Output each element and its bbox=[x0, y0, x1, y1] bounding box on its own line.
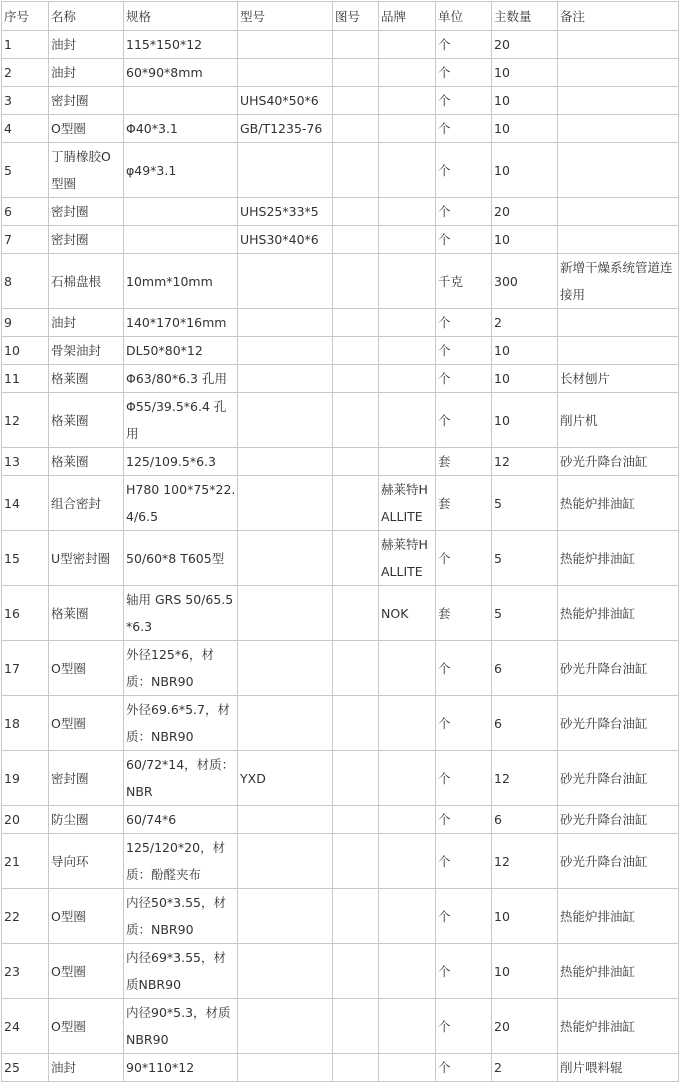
parts-table bbox=[1, 1, 679, 1082]
cell-model bbox=[238, 254, 333, 309]
cell-brand bbox=[379, 87, 436, 115]
cell-model bbox=[238, 365, 333, 393]
table-row bbox=[2, 889, 679, 944]
cell-note: 砂光升降台油缸 bbox=[558, 448, 679, 476]
cell-model bbox=[238, 143, 333, 198]
cell-no: 1 bbox=[2, 31, 49, 59]
cell-brand: 赫莱特HALLITE bbox=[379, 476, 436, 531]
cell-no: 7 bbox=[2, 226, 49, 254]
cell-note: 削片机 bbox=[558, 393, 679, 448]
cell-name: 石棉盘根 bbox=[49, 254, 124, 309]
cell-name: 丁腈橡胶O型圈 bbox=[49, 143, 124, 198]
cell-brand bbox=[379, 115, 436, 143]
cell-model bbox=[238, 641, 333, 696]
cell-spec: 内径90*5.3，材质NBR90 bbox=[124, 999, 238, 1054]
cell-name: 格莱圈 bbox=[49, 393, 124, 448]
cell-qty: 10 bbox=[492, 143, 558, 198]
cell-drawing bbox=[333, 31, 379, 59]
cell-brand bbox=[379, 889, 436, 944]
cell-spec: 外径69.6*5.7，材质：NBR90 bbox=[124, 696, 238, 751]
header-model: 型号 bbox=[238, 2, 333, 31]
cell-unit: 个 bbox=[436, 393, 492, 448]
cell-model bbox=[238, 531, 333, 586]
table-row bbox=[2, 59, 679, 87]
cell-qty: 10 bbox=[492, 944, 558, 999]
cell-model bbox=[238, 944, 333, 999]
header-spec: 规格 bbox=[124, 2, 238, 31]
cell-unit: 个 bbox=[436, 641, 492, 696]
cell-no: 4 bbox=[2, 115, 49, 143]
cell-name: 防尘圈 bbox=[49, 806, 124, 834]
cell-no: 13 bbox=[2, 448, 49, 476]
header-row bbox=[2, 2, 679, 31]
cell-spec: 内径69*3.55，材质NBR90 bbox=[124, 944, 238, 999]
cell-no: 17 bbox=[2, 641, 49, 696]
cell-unit: 个 bbox=[436, 834, 492, 889]
cell-no: 9 bbox=[2, 309, 49, 337]
cell-drawing bbox=[333, 337, 379, 365]
cell-drawing bbox=[333, 944, 379, 999]
cell-brand bbox=[379, 751, 436, 806]
cell-brand bbox=[379, 393, 436, 448]
table-row bbox=[2, 87, 679, 115]
table-row bbox=[2, 337, 679, 365]
cell-drawing bbox=[333, 115, 379, 143]
table-row bbox=[2, 751, 679, 806]
cell-name: 骨架油封 bbox=[49, 337, 124, 365]
cell-spec: 125/120*20，材质：酚醛夹布 bbox=[124, 834, 238, 889]
cell-note: 新增干燥系统管道连接用 bbox=[558, 254, 679, 309]
cell-unit: 个 bbox=[436, 806, 492, 834]
cell-drawing bbox=[333, 696, 379, 751]
cell-name: 密封圈 bbox=[49, 198, 124, 226]
cell-name: 导向环 bbox=[49, 834, 124, 889]
cell-name: 密封圈 bbox=[49, 87, 124, 115]
cell-drawing bbox=[333, 309, 379, 337]
cell-qty: 5 bbox=[492, 531, 558, 586]
cell-qty: 300 bbox=[492, 254, 558, 309]
cell-note: 热能炉排油缸 bbox=[558, 889, 679, 944]
cell-note bbox=[558, 115, 679, 143]
cell-unit: 个 bbox=[436, 59, 492, 87]
cell-qty: 20 bbox=[492, 999, 558, 1054]
cell-model bbox=[238, 476, 333, 531]
table-row bbox=[2, 198, 679, 226]
cell-qty: 10 bbox=[492, 226, 558, 254]
cell-drawing bbox=[333, 226, 379, 254]
cell-qty: 20 bbox=[492, 31, 558, 59]
header-name: 名称 bbox=[49, 2, 124, 31]
cell-note: 长材刨片 bbox=[558, 365, 679, 393]
cell-spec: 60/74*6 bbox=[124, 806, 238, 834]
cell-unit: 个 bbox=[436, 115, 492, 143]
cell-no: 14 bbox=[2, 476, 49, 531]
cell-note: 砂光升降台油缸 bbox=[558, 696, 679, 751]
cell-no: 15 bbox=[2, 531, 49, 586]
cell-no: 3 bbox=[2, 87, 49, 115]
cell-name: 油封 bbox=[49, 1054, 124, 1082]
cell-brand bbox=[379, 309, 436, 337]
cell-spec: 轴用 GRS 50/65.5*6.3 bbox=[124, 586, 238, 641]
cell-qty: 2 bbox=[492, 1054, 558, 1082]
cell-drawing bbox=[333, 834, 379, 889]
cell-unit: 个 bbox=[436, 226, 492, 254]
cell-qty: 2 bbox=[492, 309, 558, 337]
cell-brand bbox=[379, 365, 436, 393]
table-row bbox=[2, 309, 679, 337]
cell-model bbox=[238, 31, 333, 59]
cell-note: 热能炉排油缸 bbox=[558, 999, 679, 1054]
cell-drawing bbox=[333, 254, 379, 309]
cell-spec: 外径125*6，材质：NBR90 bbox=[124, 641, 238, 696]
cell-name: 油封 bbox=[49, 309, 124, 337]
table-row bbox=[2, 586, 679, 641]
table-row bbox=[2, 448, 679, 476]
cell-brand bbox=[379, 143, 436, 198]
cell-no: 21 bbox=[2, 834, 49, 889]
cell-no: 18 bbox=[2, 696, 49, 751]
cell-note bbox=[558, 337, 679, 365]
cell-no: 20 bbox=[2, 806, 49, 834]
cell-brand bbox=[379, 696, 436, 751]
cell-note: 热能炉排油缸 bbox=[558, 531, 679, 586]
cell-unit: 套 bbox=[436, 448, 492, 476]
cell-qty: 12 bbox=[492, 834, 558, 889]
cell-brand: 赫莱特HALLITE bbox=[379, 531, 436, 586]
cell-no: 10 bbox=[2, 337, 49, 365]
cell-spec: 115*150*12 bbox=[124, 31, 238, 59]
cell-note bbox=[558, 226, 679, 254]
cell-brand bbox=[379, 31, 436, 59]
cell-brand bbox=[379, 254, 436, 309]
cell-note bbox=[558, 87, 679, 115]
cell-brand bbox=[379, 834, 436, 889]
cell-unit: 套 bbox=[436, 476, 492, 531]
cell-note: 削片喂料辊 bbox=[558, 1054, 679, 1082]
cell-spec: 60/72*14，材质：NBR bbox=[124, 751, 238, 806]
cell-qty: 10 bbox=[492, 59, 558, 87]
cell-note bbox=[558, 198, 679, 226]
table-row bbox=[2, 806, 679, 834]
cell-drawing bbox=[333, 751, 379, 806]
cell-drawing bbox=[333, 59, 379, 87]
cell-note: 砂光升降台油缸 bbox=[558, 834, 679, 889]
cell-spec bbox=[124, 198, 238, 226]
cell-unit: 个 bbox=[436, 889, 492, 944]
cell-note bbox=[558, 143, 679, 198]
cell-note: 热能炉排油缸 bbox=[558, 944, 679, 999]
cell-note: 砂光升降台油缸 bbox=[558, 751, 679, 806]
cell-qty: 10 bbox=[492, 115, 558, 143]
cell-qty: 10 bbox=[492, 337, 558, 365]
cell-model bbox=[238, 999, 333, 1054]
cell-spec: φ49*3.1 bbox=[124, 143, 238, 198]
cell-model: GB/T1235-76 bbox=[238, 115, 333, 143]
cell-unit: 个 bbox=[436, 31, 492, 59]
cell-qty: 20 bbox=[492, 198, 558, 226]
cell-brand bbox=[379, 226, 436, 254]
cell-note: 砂光升降台油缸 bbox=[558, 641, 679, 696]
cell-note bbox=[558, 59, 679, 87]
cell-spec: DL50*80*12 bbox=[124, 337, 238, 365]
cell-drawing bbox=[333, 198, 379, 226]
cell-qty: 10 bbox=[492, 889, 558, 944]
cell-spec bbox=[124, 226, 238, 254]
cell-name: O型圈 bbox=[49, 696, 124, 751]
table-row bbox=[2, 365, 679, 393]
cell-note: 砂光升降台油缸 bbox=[558, 806, 679, 834]
cell-qty: 10 bbox=[492, 393, 558, 448]
cell-spec: 140*170*16mm bbox=[124, 309, 238, 337]
cell-qty: 5 bbox=[492, 586, 558, 641]
cell-brand bbox=[379, 198, 436, 226]
cell-brand bbox=[379, 448, 436, 476]
cell-unit: 千克 bbox=[436, 254, 492, 309]
cell-drawing bbox=[333, 393, 379, 448]
cell-model bbox=[238, 806, 333, 834]
table-row bbox=[2, 999, 679, 1054]
cell-model: UHS40*50*6 bbox=[238, 87, 333, 115]
cell-spec: 50/60*8 T605型 bbox=[124, 531, 238, 586]
cell-name: U型密封圈 bbox=[49, 531, 124, 586]
header-qty: 主数量 bbox=[492, 2, 558, 31]
table-row bbox=[2, 254, 679, 309]
cell-unit: 个 bbox=[436, 1054, 492, 1082]
cell-model bbox=[238, 448, 333, 476]
cell-qty: 12 bbox=[492, 751, 558, 806]
cell-model: UHS25*33*5 bbox=[238, 198, 333, 226]
cell-no: 12 bbox=[2, 393, 49, 448]
cell-no: 22 bbox=[2, 889, 49, 944]
cell-qty: 5 bbox=[492, 476, 558, 531]
cell-name: 格莱圈 bbox=[49, 365, 124, 393]
cell-model bbox=[238, 889, 333, 944]
cell-unit: 个 bbox=[436, 198, 492, 226]
cell-drawing bbox=[333, 586, 379, 641]
cell-drawing bbox=[333, 999, 379, 1054]
cell-brand: NOK bbox=[379, 586, 436, 641]
cell-brand bbox=[379, 944, 436, 999]
table-row bbox=[2, 31, 679, 59]
cell-model bbox=[238, 696, 333, 751]
cell-spec: 90*110*12 bbox=[124, 1054, 238, 1082]
table-row bbox=[2, 115, 679, 143]
header-unit: 单位 bbox=[436, 2, 492, 31]
cell-qty: 10 bbox=[492, 87, 558, 115]
cell-qty: 12 bbox=[492, 448, 558, 476]
cell-drawing bbox=[333, 641, 379, 696]
cell-note: 热能炉排油缸 bbox=[558, 476, 679, 531]
cell-spec bbox=[124, 87, 238, 115]
cell-no: 23 bbox=[2, 944, 49, 999]
cell-spec: Φ55/39.5*6.4 孔用 bbox=[124, 393, 238, 448]
cell-name: O型圈 bbox=[49, 944, 124, 999]
cell-name: O型圈 bbox=[49, 641, 124, 696]
cell-name: 油封 bbox=[49, 31, 124, 59]
cell-unit: 个 bbox=[436, 337, 492, 365]
header-note: 备注 bbox=[558, 2, 679, 31]
cell-name: 格莱圈 bbox=[49, 586, 124, 641]
cell-qty: 10 bbox=[492, 365, 558, 393]
cell-qty: 6 bbox=[492, 641, 558, 696]
cell-no: 5 bbox=[2, 143, 49, 198]
cell-no: 2 bbox=[2, 59, 49, 87]
cell-drawing bbox=[333, 143, 379, 198]
cell-spec: 10mm*10mm bbox=[124, 254, 238, 309]
cell-drawing bbox=[333, 476, 379, 531]
cell-brand bbox=[379, 59, 436, 87]
cell-name: 密封圈 bbox=[49, 226, 124, 254]
cell-unit: 个 bbox=[436, 999, 492, 1054]
cell-name: O型圈 bbox=[49, 999, 124, 1054]
cell-no: 16 bbox=[2, 586, 49, 641]
cell-drawing bbox=[333, 806, 379, 834]
cell-drawing bbox=[333, 889, 379, 944]
table-row bbox=[2, 696, 679, 751]
cell-name: 组合密封 bbox=[49, 476, 124, 531]
cell-name: 密封圈 bbox=[49, 751, 124, 806]
cell-spec: 125/109.5*6.3 bbox=[124, 448, 238, 476]
cell-qty: 6 bbox=[492, 806, 558, 834]
cell-unit: 个 bbox=[436, 365, 492, 393]
header-no: 序号 bbox=[2, 2, 49, 31]
cell-model bbox=[238, 834, 333, 889]
cell-unit: 个 bbox=[436, 944, 492, 999]
cell-spec: Φ40*3.1 bbox=[124, 115, 238, 143]
header-drawing: 图号 bbox=[333, 2, 379, 31]
cell-name: 油封 bbox=[49, 59, 124, 87]
cell-spec: 内径50*3.55，材质：NBR90 bbox=[124, 889, 238, 944]
cell-qty: 6 bbox=[492, 696, 558, 751]
cell-note bbox=[558, 309, 679, 337]
cell-no: 24 bbox=[2, 999, 49, 1054]
cell-no: 8 bbox=[2, 254, 49, 309]
cell-unit: 个 bbox=[436, 87, 492, 115]
cell-drawing bbox=[333, 365, 379, 393]
cell-brand bbox=[379, 337, 436, 365]
table-row bbox=[2, 641, 679, 696]
cell-unit: 个 bbox=[436, 751, 492, 806]
cell-unit: 套 bbox=[436, 586, 492, 641]
cell-name: O型圈 bbox=[49, 115, 124, 143]
table-row bbox=[2, 944, 679, 999]
cell-brand bbox=[379, 999, 436, 1054]
cell-no: 6 bbox=[2, 198, 49, 226]
cell-name: O型圈 bbox=[49, 889, 124, 944]
cell-name: 格莱圈 bbox=[49, 448, 124, 476]
cell-spec: Φ63/80*6.3 孔用 bbox=[124, 365, 238, 393]
cell-model: UHS30*40*6 bbox=[238, 226, 333, 254]
cell-spec: H780 100*75*22.4/6.5 bbox=[124, 476, 238, 531]
cell-no: 11 bbox=[2, 365, 49, 393]
cell-drawing bbox=[333, 531, 379, 586]
table-row bbox=[2, 393, 679, 448]
cell-model bbox=[238, 393, 333, 448]
table-row bbox=[2, 476, 679, 531]
cell-no: 25 bbox=[2, 1054, 49, 1082]
cell-drawing bbox=[333, 87, 379, 115]
cell-drawing bbox=[333, 448, 379, 476]
cell-model bbox=[238, 59, 333, 87]
cell-model bbox=[238, 337, 333, 365]
cell-unit: 个 bbox=[436, 696, 492, 751]
cell-brand bbox=[379, 806, 436, 834]
table-row bbox=[2, 531, 679, 586]
cell-model: YXD bbox=[238, 751, 333, 806]
table-row bbox=[2, 143, 679, 198]
cell-unit: 个 bbox=[436, 143, 492, 198]
cell-note: 热能炉排油缸 bbox=[558, 586, 679, 641]
cell-model bbox=[238, 586, 333, 641]
header-brand: 品牌 bbox=[379, 2, 436, 31]
cell-no: 19 bbox=[2, 751, 49, 806]
cell-spec: 60*90*8mm bbox=[124, 59, 238, 87]
cell-brand bbox=[379, 641, 436, 696]
table-row bbox=[2, 834, 679, 889]
table-row bbox=[2, 226, 679, 254]
cell-note bbox=[558, 31, 679, 59]
cell-unit: 个 bbox=[436, 309, 492, 337]
cell-unit: 个 bbox=[436, 531, 492, 586]
cell-model bbox=[238, 309, 333, 337]
